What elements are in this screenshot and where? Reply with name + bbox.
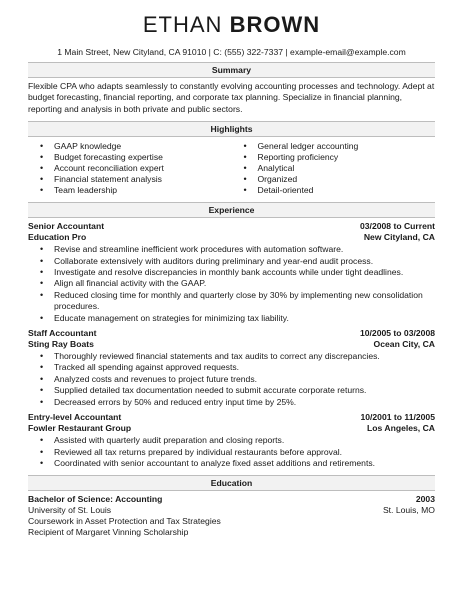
job-entry [28,412,435,469]
job-location: Los Angeles, CA [367,423,435,434]
job-location: New Cityland, CA [363,232,435,243]
job-title: Entry-level Accountant [28,412,122,423]
job-bullet: • Reviewed all tax returns prepared by individual restaurants before approval. [28,447,435,458]
job-bullet: • Supplied detailed tax documentation needed to submit accurate corporate returns. [28,385,435,396]
highlights-left-column [28,141,232,196]
school-name: University of St. Louis [28,505,112,516]
school-row [28,505,435,516]
job-bullet: • Revise and streamline inefficient work procedures with automation software. [28,244,435,255]
job-bullets [28,351,435,408]
school-location: St. Louis, MO [382,505,435,516]
job-title: Staff Accountant [28,328,97,339]
job-title-row [28,328,435,339]
job-entry [28,221,435,324]
contact-line: 1 Main Street, New Cityland, CA 91010 | C: (555) 322-7337 | example-email@example.com [57,47,406,57]
job-company-row [28,423,435,434]
job-bullets [28,244,435,324]
job-bullets [28,435,435,469]
summary-heading: Summary [28,62,435,78]
highlight-item: • Organized [232,174,436,185]
highlight-item: • Account reconciliation expert [28,163,232,174]
job-bullet: • Assisted with quarterly audit preparation and closing reports. [28,435,435,446]
job-location: Ocean City, CA [373,339,435,350]
job-company: Sting Ray Boats [28,339,94,350]
coursework: Coursework in Asset Protection and Tax Strategies [28,516,221,527]
highlights-right-column [232,141,436,196]
highlight-item: • GAAP knowledge [28,141,232,152]
job-dates: 10/2005 to 03/2008 [359,328,435,339]
job-bullet: • Collaborate extensively with auditors during preliminary and year-end audit process. [28,256,435,267]
job-title-row [28,221,435,232]
job-bullet: • Decreased errors by 50% and reduced entry input time by 25%. [28,397,435,408]
job-company: Education Pro [28,232,87,243]
job-bullet: • Analyzed costs and revenues to project future trends. [28,374,435,385]
degree: Bachelor of Science: Accounting [28,494,163,505]
highlight-item: • Analytical [232,163,436,174]
job-company-row [28,232,435,243]
highlights-list [28,141,435,196]
degree-row [28,494,435,505]
job-title: Senior Accountant [28,221,105,232]
resume-page [28,12,435,538]
highlight-item: • General ledger accounting [232,141,436,152]
job-bullet: • Tracked all spending against approved requests. [28,362,435,373]
scholarship: Recipient of Margaret Vinning Scholarship [28,527,189,538]
job-entry [28,328,435,408]
education-entry [28,494,435,538]
job-company: Fowler Restaurant Group [28,423,132,434]
highlight-item: • Financial statement analysis [28,174,232,185]
summary-text: Flexible CPA who adapts seamlessly to constantly evolving accounting processes and technology. Adept at budget forecasting, financial reporting, and corporate tax planning. Specialize in financial planning, reporting and analysis in both private and public sectors. [28,81,435,114]
highlight-item: • Budget forecasting expertise [28,152,232,163]
job-bullet: • Investigate and resolve discrepancies in monthly bank accounts while under tight deadlines. [28,267,435,278]
job-title-row [28,412,435,423]
job-bullet: • Align all financial activity with the GAAP. [28,278,435,289]
job-bullet: • Educate management on strategies for minimizing tax liability. [28,313,435,324]
last-name: BROWN [229,12,321,37]
graduation-year: 2003 [415,494,435,505]
highlight-item: • Detail-oriented [232,185,436,196]
job-dates: 03/2008 to Current [360,221,435,232]
resume-name [28,12,435,38]
first-name: ETHAN [142,12,223,37]
job-bullet: • Coordinated with senior accountant to analyze fixed asset additions and retirements. [28,458,435,469]
job-bullet: • Thoroughly reviewed financial statements and tax audits to correct any discrepancies. [28,351,435,362]
job-dates: 10/2001 to 11/2005 [360,412,435,423]
highlights-heading: Highlights [28,121,435,137]
experience-heading: Experience [28,202,435,218]
job-bullet: • Reduced closing time for monthly and quarterly close by 30% by implementing new consolidation procedures. [28,290,435,313]
highlight-item: • Reporting proficiency [232,152,436,163]
highlight-item: • Team leadership [28,185,232,196]
job-company-row [28,339,435,350]
education-heading: Education [28,475,435,491]
